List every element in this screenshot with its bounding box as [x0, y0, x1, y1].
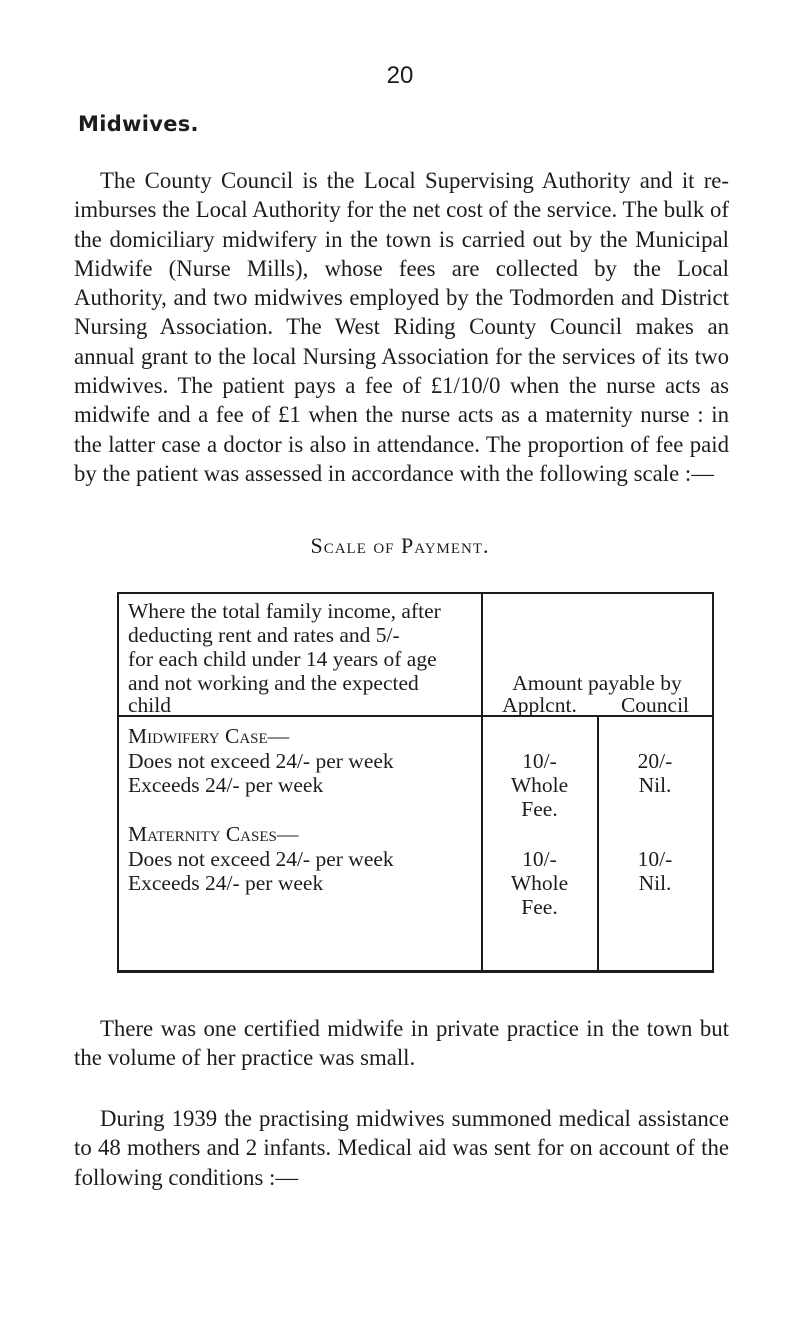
header-applicant: Applcnt. [502, 693, 577, 717]
header-condition-line: for each child under 14 years of age [128, 647, 437, 671]
row-condition: Exceeds 24/- per week [128, 871, 324, 895]
header-condition-line: deducting rent and rates and 5/- [128, 623, 400, 647]
row-council: 20/- [637, 749, 673, 773]
section-title-midwifery: Midwifery Case— [128, 724, 290, 748]
row-council: 10/- [637, 847, 673, 871]
header-condition-line: child [128, 693, 171, 717]
section-title-maternity: Maternity Cases— [128, 822, 299, 846]
row-council: Nil. [638, 773, 672, 797]
row-council: Nil. [638, 871, 672, 895]
header-condition-line: and not working and the expected [128, 671, 419, 695]
row-condition: Exceeds 24/- per week [128, 773, 324, 797]
row-condition: Does not exceed 24/- per week [128, 847, 394, 871]
table-right-rule [712, 592, 714, 973]
header-council: Council [620, 693, 690, 717]
paragraph-medical-assistance: During 1939 the practising midwives summoned medical assistance to 48 mothers and 2 infants. Medical aid was sent for on account of the following conditions :— [74, 1106, 729, 1190]
row-applicant: Whole [510, 871, 569, 895]
paragraph-private-practice: There was one certified midwife in private practice in the town but the volume of her practice was small. [74, 1016, 729, 1071]
intro-paragraph: The County Council is the Local Supervising Authority and it re-imburses the Local Authority for the net cost of the service. The bulk of the domiciliary midwifery in the town is carried out by the Municipal Midwife (Nurse Mills), whose fees are collected by the Local Authority, and two midwives employed by the Todmorden and District Nursing Association. The West Riding County Council makes an annual grant to the local Nursing Association for the services of its two midwives. The patient pays a fee of £1/10/0 when the nurse acts as midwife and a fee of £1 when the nurse acts as a maternity nurse : in the latter case a doctor is also in attendance. The proportion of fee paid by the patient was assessed in accordance with the following scale :— [74, 168, 729, 486]
row-applicant: Fee. [521, 797, 558, 821]
table-top-rule [117, 592, 714, 594]
table-bottom-rule [117, 970, 714, 973]
row-applicant: Whole [510, 773, 569, 797]
table-left-rule [117, 592, 119, 973]
header-condition-line: Where the total family income, after [128, 599, 441, 623]
row-applicant: Fee. [521, 895, 558, 919]
row-applicant: 10/- [522, 749, 557, 773]
section-heading: Midwives. [78, 112, 199, 136]
row-condition: Does not exceed 24/- per week [128, 749, 394, 773]
table-title: Scale of Payment. [310, 533, 490, 558]
row-applicant: 10/- [522, 847, 557, 871]
header-amount-payable: Amount payable by [512, 671, 682, 695]
page-number: 20 [386, 62, 414, 89]
